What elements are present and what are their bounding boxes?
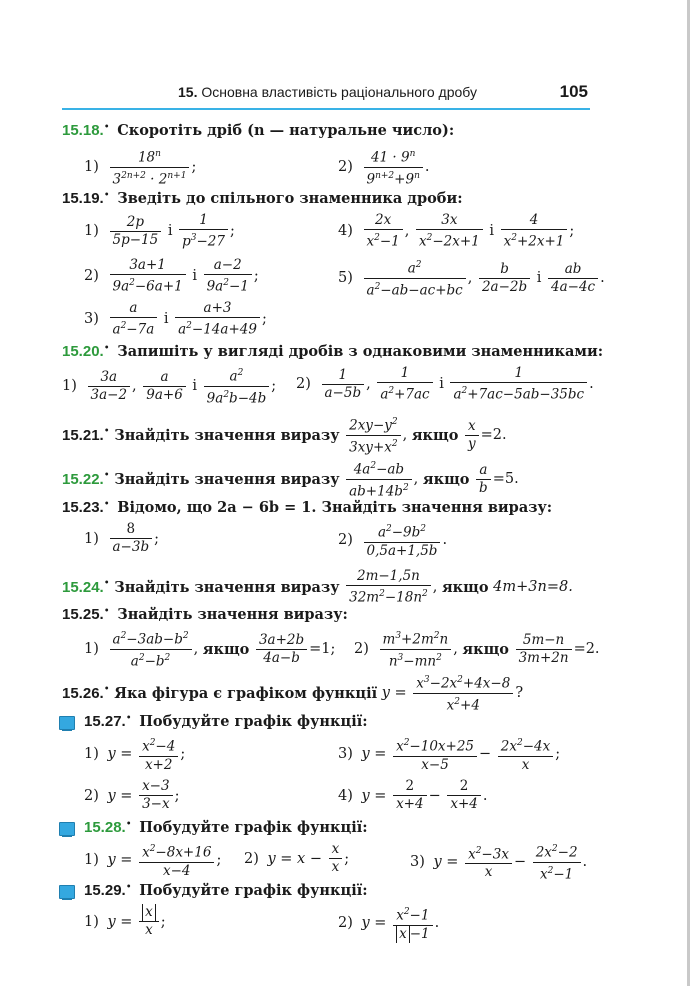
exercise-row: 2) $\frac{m^3+2m^2n}{n^3-mn^2}$ , якщо $\frac{5m-n}{3m+2n}$ =2. bbox=[354, 628, 600, 670]
task-text: Яка фігура є графіком функції bbox=[114, 684, 378, 702]
exercise-row: 4) y = $\frac{2}{x+4}$ − $\frac{2}{x+4}$ . bbox=[338, 778, 488, 812]
task-15-26: 15.26.• Яка фігура є графіком функції y = $\frac{x^3-2x^2+4x-8}{x^2+4}$ ? bbox=[62, 672, 523, 714]
computer-icon bbox=[59, 716, 75, 730]
word-if: якщо bbox=[411, 426, 459, 444]
task-text: Скоротіть дріб (n — натуральне число): bbox=[117, 122, 455, 139]
exercise-row: 5) $\frac{a^2}{a^2-ab-ac+bc}$ , $\frac{b}{2a-2b}$ і $\frac{ab}{4a-4c}$ . bbox=[338, 257, 605, 299]
task-number: 15.18. bbox=[62, 122, 104, 139]
task-number: 15.25. bbox=[62, 606, 104, 623]
task-15-18: 15.18.• Скоротіть дріб (n — натуральне число): bbox=[62, 122, 455, 139]
computer-icon bbox=[59, 822, 75, 836]
task-number: 15.21. bbox=[62, 426, 104, 444]
task-number: 15.23. bbox=[62, 499, 104, 516]
task-text: Знайдіть значення виразу: bbox=[117, 606, 348, 623]
word-and: і bbox=[192, 268, 197, 285]
task-text: Побудуйте графік функції: bbox=[139, 882, 368, 899]
task-text: Відомо, що 2a − 6b = 1. Знайдіть значення виразу: bbox=[117, 499, 553, 516]
word-and: і bbox=[163, 311, 169, 328]
word-if: якщо bbox=[422, 470, 470, 488]
task-number: 15.20. bbox=[62, 343, 104, 360]
task-15-27: 15.27.• Побудуйте графік функції: bbox=[62, 713, 368, 730]
task-text: Побудуйте графік функції: bbox=[139, 713, 368, 730]
word-if: якщо bbox=[441, 578, 489, 596]
exercise-row: 3) $\frac{a}{a^2-7a}$ і $\frac{a+3}{a^2-14a+49}$ ; bbox=[84, 300, 267, 338]
exercise-row: 1) $\frac{a^2-3ab-b^2}{a^2-b^2}$ , якщо $\frac{3a+2b}{4a-b}$ =1; bbox=[84, 628, 335, 670]
task-15-20: 15.20.• Запишіть у вигляді дробів з однаковими знаменниками: bbox=[62, 343, 604, 360]
task-15-19: 15.19.• Зведіть до спільного знаменника дроби: bbox=[62, 190, 463, 207]
task-text: Зведіть до спільного знаменника дроби: bbox=[117, 190, 463, 207]
task-text: Запишіть у вигляді дробів з однаковими знаменниками: bbox=[117, 343, 604, 360]
task-15-25: 15.25.• Знайдіть значення виразу: bbox=[62, 606, 348, 623]
section-heading bbox=[178, 84, 477, 100]
word-if: якщо bbox=[202, 640, 250, 658]
task-text: Побудуйте графік функції: bbox=[139, 819, 368, 836]
section-title: Основна властивість раціонального дробу bbox=[201, 84, 477, 100]
exercise-row: 4) $\frac{2x}{x^2-1}$ , $\frac{3x}{x^2-2x+1}$ і $\frac{4}{x^2+2x+1}$ ; bbox=[338, 212, 575, 250]
exercise-row: 1) y = $\frac{x}{x}$ ; bbox=[84, 904, 166, 938]
exercise-row: 2) y = $\frac{x-3}{3-x}$ ; bbox=[84, 778, 180, 812]
exercise-row: 2) y = x − $\frac{x}{x}$ ; bbox=[244, 841, 350, 875]
word-if: якщо bbox=[462, 640, 509, 658]
task-15-28: 15.28.• Побудуйте графік функції: bbox=[62, 819, 368, 836]
running-header bbox=[62, 82, 590, 110]
exercise-row: 2) $\frac{3a+1}{9a^2-6a+1}$ і $\frac{a-2}{9a^2-1}$ ; bbox=[84, 257, 259, 295]
exercise-row: 2) $\frac{1}{a-5b}$ , $\frac{1}{a^2+7ac}$ і $\frac{1}{a^2+7ac-5ab-35bc}$ . bbox=[296, 365, 594, 403]
task-number: 15.29. bbox=[84, 882, 126, 899]
word-and: і bbox=[192, 378, 198, 394]
task-number: 15.22. bbox=[62, 470, 104, 488]
task-number: 15.26. bbox=[62, 684, 104, 702]
word-and: і bbox=[439, 376, 444, 393]
task-number: 15.19. bbox=[62, 190, 104, 207]
task-text: Знайдіть значення виразу bbox=[114, 578, 340, 596]
task-number: 15.24. bbox=[62, 578, 104, 596]
section-number: 15. bbox=[178, 84, 198, 100]
task-text: Знайдіть значення виразу bbox=[114, 470, 340, 488]
word-and: і bbox=[536, 270, 542, 286]
task-15-21: 15.21.• Знайдіть значення виразу $\frac{2xy-y^2}{3xy+x^2}$ , якщо $\frac{x}{y}$ =2. bbox=[62, 414, 507, 456]
task-15-23: 15.23.• Відомо, що 2a − 6b = 1. Знайдіть значення виразу: bbox=[62, 499, 553, 516]
word-and: і bbox=[167, 223, 173, 240]
exercise-row: 1) y = $\frac{x^2-8x+16}{x-4}$ ; bbox=[84, 841, 221, 880]
exercise-row: 1) y = $\frac{x^2-4}{x+2}$ ; bbox=[84, 735, 185, 774]
exercise-row: 1) $\frac{2p}{5p-15}$ і $\frac{1}{p^3-27}$ ; bbox=[84, 212, 235, 250]
exercise-row: 3) y = $\frac{x^2-3x}{x}$ − $\frac{2x^2-2}{x^2-1}$ . bbox=[410, 841, 587, 883]
task-number: 15.27. bbox=[84, 713, 126, 730]
task-15-24: 15.24.• Знайдіть значення виразу $\frac{2m-1,5n}{32m^2-18n^2}$ , якщо 4m+3n=8. bbox=[62, 568, 573, 606]
exercise-row: 2) y = $\frac{x^2-1}{x -1}$ . bbox=[338, 904, 439, 943]
computer-icon bbox=[59, 885, 75, 899]
task-text: Знайдіть значення виразу bbox=[114, 426, 340, 444]
exercise-row: 1) $\frac{3a}{3a-2}$ , $\frac{a}{9a+6}$ і $\frac{a^2}{9a^2b-4b}$ ; bbox=[62, 365, 276, 407]
page-number: 105 bbox=[559, 82, 588, 101]
exercise-row: 2) $\frac{a^2-9b^2}{0,5a+1,5b}$ . bbox=[338, 521, 447, 560]
task-number: 15.28. bbox=[84, 819, 126, 836]
exercise-row: 1) $\frac{18^n}{3^{2n+2} \cdot 2^{n+1}}$ ; bbox=[84, 146, 196, 188]
word-and: і bbox=[489, 223, 495, 240]
exercise-row: 2) $\frac{41 \cdot 9^n}{9^{n+2}+9^n}$ . bbox=[338, 146, 429, 188]
exercise-row: 3) y = $\frac{x^2-10x+25}{x-5}$ − $\frac{2x^2-4x}{x}$ ; bbox=[338, 735, 560, 774]
exercise-row: 1) $\frac{8}{a-3b}$ ; bbox=[84, 521, 159, 555]
task-15-29: 15.29.• Побудуйте графік функції: bbox=[62, 882, 368, 899]
task-15-22: 15.22.• Знайдіть значення виразу $\frac{4a^2-ab}{ab+14b^2}$ , якщо $\frac{a}{b}$ =5. bbox=[62, 458, 519, 500]
